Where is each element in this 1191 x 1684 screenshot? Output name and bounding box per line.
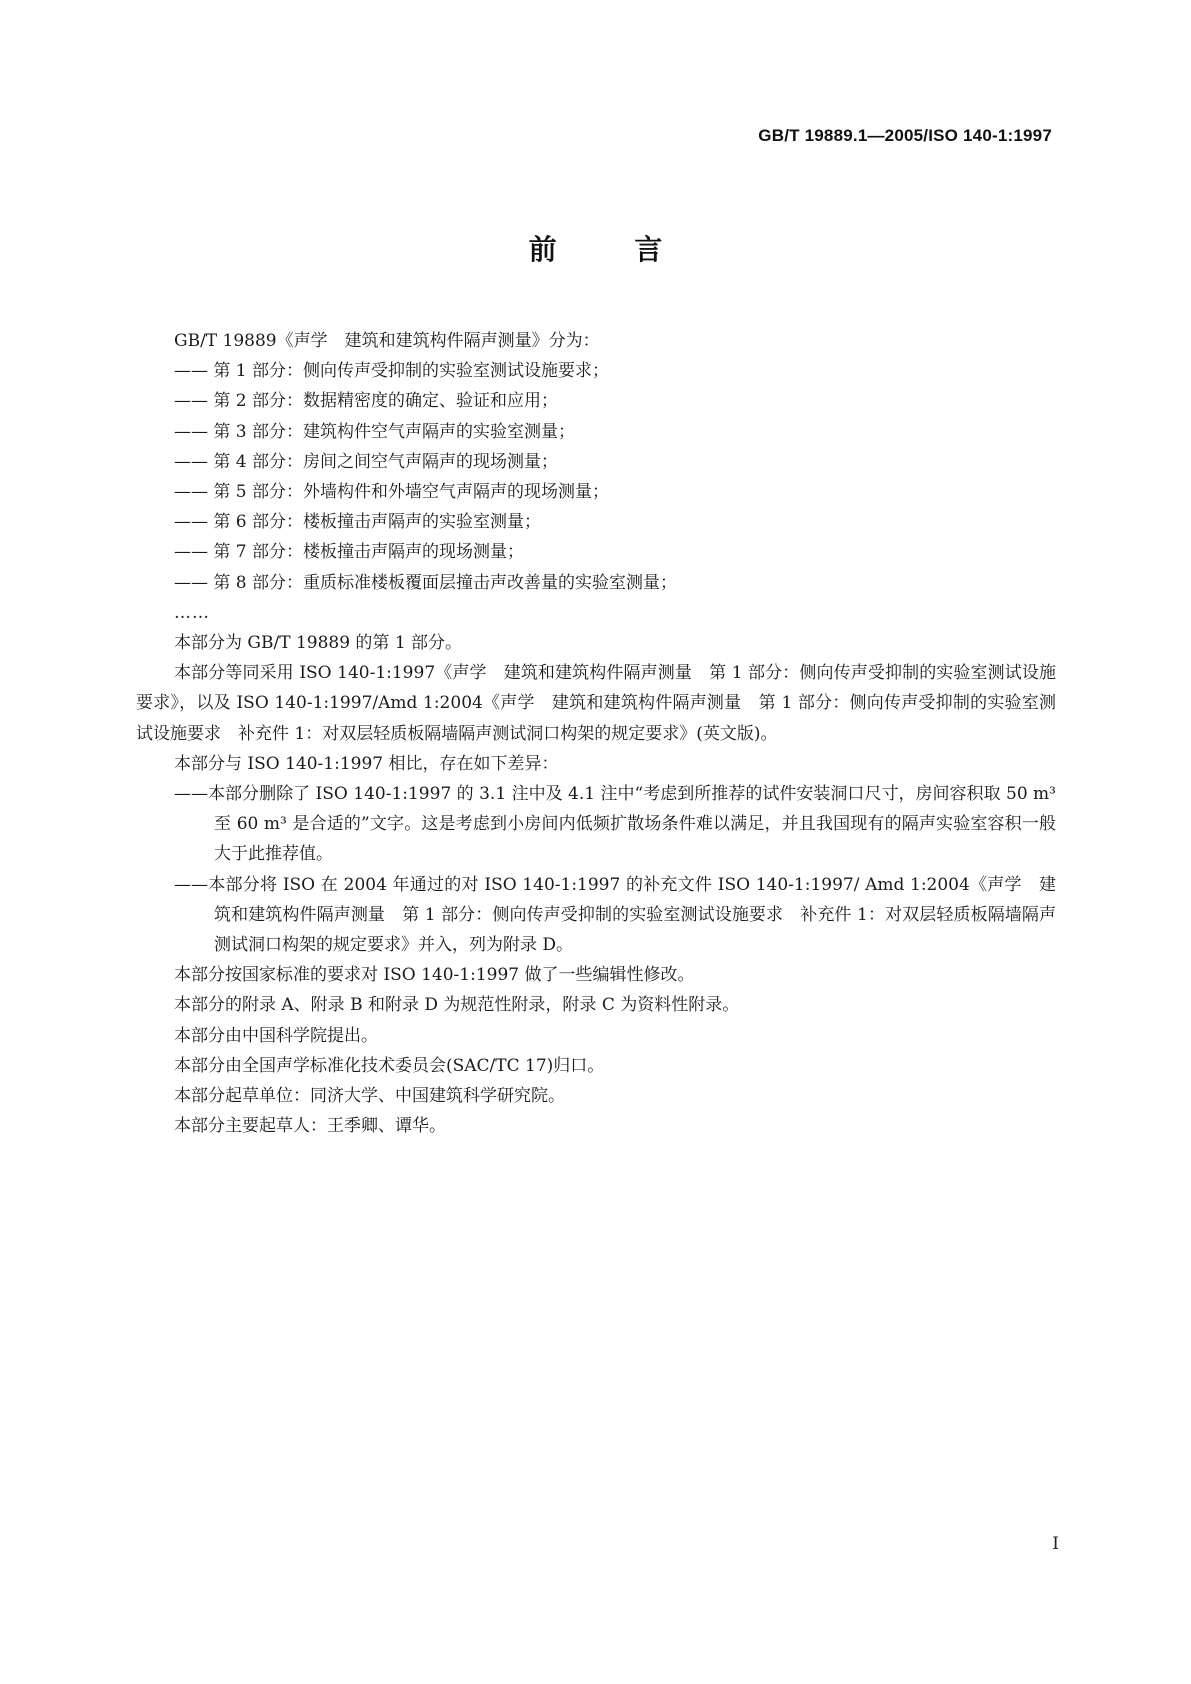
paragraph-drafters: 本部分主要起草人：王季卿、谭华。 xyxy=(174,1116,446,1137)
page-number: I xyxy=(1052,1534,1059,1554)
part-item-2: —— 第 2 部分：数据精密度的确定、验证和应用； xyxy=(174,391,559,412)
part-item-7: —— 第 7 部分：楼板撞击声隔声的现场测量； xyxy=(174,542,525,563)
difference-item-2: ——本部分将 ISO 在 2004 年通过的对 ISO 140-1:1997 的补充文件 ISO 140-1:1997/ Amd 1:2004《声学 建筑和建筑构件隔声测量 第 1 部分：侧向传声受抑制的实验室测试设施要求 补充件 1：对双层轻质板隔墙隔声测试洞口构架的规定要求》并入，列为附录 D。 xyxy=(174,874,1056,956)
part-item-3: —— 第 3 部分：建筑构件空气声隔声的实验室测量； xyxy=(174,421,576,442)
part-item-5: —— 第 5 部分：外墙构件和外墙空气声隔声的现场测量； xyxy=(174,482,610,503)
paragraph-part-number: 本部分为 GB/T 19889 的第 1 部分。 xyxy=(174,633,463,654)
standard-code-header: GB/T 19889.1—2005/ISO 140-1:1997 xyxy=(758,126,1052,145)
paragraph-committee: 本部分由全国声学标准化技术委员会(SAC/TC 17)归口。 xyxy=(174,1055,605,1076)
paragraph-drafting-units: 本部分起草单位：同济大学、中国建筑科学研究院。 xyxy=(174,1086,565,1107)
paragraph-differences-intro: 本部分与 ISO 140-1:1997 相比，存在如下差异： xyxy=(174,753,559,774)
foreword-body xyxy=(136,326,1056,1141)
paragraph-annexes: 本部分的附录 A、附录 B 和附录 D 为规范性附录，附录 C 为资料性附录。 xyxy=(174,995,740,1016)
part-item-8: —— 第 8 部分：重质标准楼板覆面层撞击声改善量的实验室测量； xyxy=(174,572,678,593)
paragraph-adoption: 本部分等同采用 ISO 140-1:1997《声学 建筑和建筑构件隔声测量 第 1 部分：侧向传声受抑制的实验室测试设施要求》，以及 ISO 140-1:1997/Amd 1:2004《声学 建筑和建筑构件隔声测量 第 1 部分：侧向传声受抑制的实验室测试设施要求 补充件 1：对双层轻质板隔墙隔声测试洞口构架的规定要求》(英文版)。 xyxy=(136,663,1056,744)
paragraph-editorial-changes: 本部分按国家标准的要求对 ISO 140-1:1997 做了一些编辑性修改。 xyxy=(174,965,695,986)
part-item-4: —— 第 4 部分：房间之间空气声隔声的现场测量； xyxy=(174,451,559,472)
ellipsis: …… xyxy=(174,602,210,623)
part-item-6: —— 第 6 部分：楼板撞击声隔声的实验室测量； xyxy=(174,512,542,533)
part-item-1: —— 第 1 部分：侧向传声受抑制的实验室测试设施要求； xyxy=(174,361,610,382)
paragraph-proposer: 本部分由中国科学院提出。 xyxy=(174,1025,378,1046)
intro-line: GB/T 19889《声学 建筑和建筑构件隔声测量》分为： xyxy=(174,331,600,351)
difference-item-1: ——本部分删除了 ISO 140-1:1997 的 3.1 注中及 4.1 注中“考虑到所推荐的试件安装洞口尺寸，房间容积取 50 m³ 至 60 m³ 是合适的”文字。这是考虑到小房间内低频扩散场条件难以满足，并且我国现有的隔声实验室容积一般大于此推荐值。 xyxy=(174,784,1056,865)
page-title: 前 言 xyxy=(528,233,697,266)
